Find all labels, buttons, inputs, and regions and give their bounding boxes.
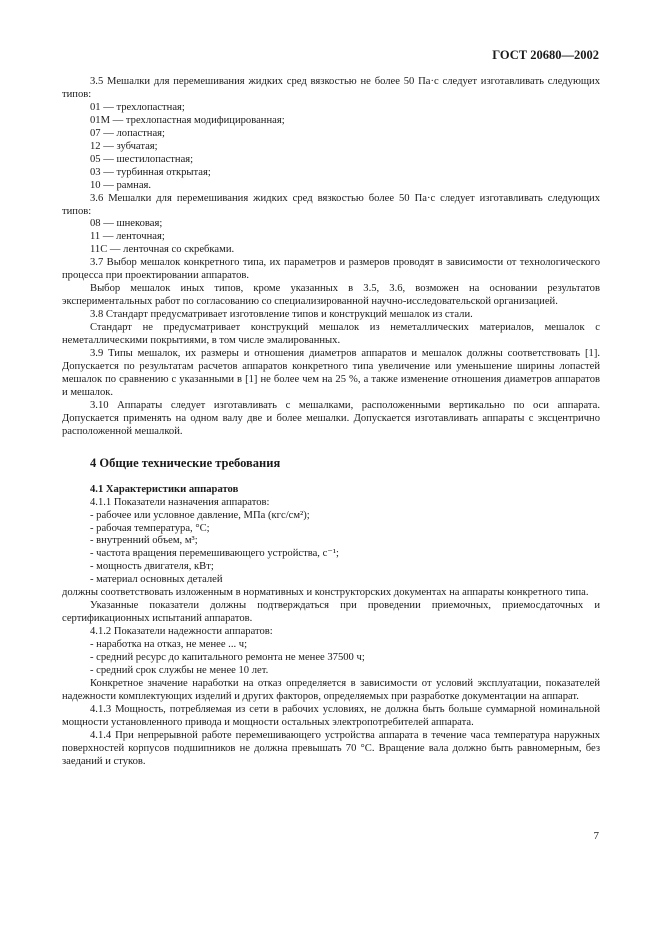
section-4-title: 4 Общие технические требования [90,455,281,470]
list-item: 11С — ленточная со скребками. [90,244,235,256]
paragraph-4-1-3: 4.1.3 Мощность, потребляемая из сети в рабочих условиях, не должна быть больше суммарной номинальной мощности установленного привода и мощности остальных электропотребителей аппарата. [62,703,600,728]
types-list-3-6 [62,218,600,257]
list-item: - средний срок службы не менее 10 лет. [90,664,269,676]
reliability-indicators-list [62,639,600,678]
list-item: 03 — турбинная открытая; [90,166,211,178]
paragraph-4-1-1: 4.1.1 Показатели назначения аппаратов: [90,496,270,508]
paragraph-3-6: 3.6 Мешалки для перемешивания жидких сред вязкостью более 50 Па·с следует изготавливать следующих типов: [62,192,600,217]
subsection-4-1-title: 4.1 Характеристики аппаратов [90,483,239,495]
list-item: - средний ресурс до капитального ремонта не менее 37500 ч; [90,652,365,664]
paragraph-4-1-1-note: Указанные показатели должны подтверждаться при проведении приемочных, приемосдаточных и сертификационных испытаний аппаратов. [62,600,600,625]
list-item: 12 — зубчатая; [90,140,158,152]
list-item: - рабочая температура, °С; [90,522,210,534]
paragraph-4-1-2-cont: Конкретное значение наработки на отказ определяется в зависимости от условий эксплуатации, показателей надежности комплектующих изделий и других факторов, определяемых при разработке документации на аппарат. [62,677,600,702]
list-item: - внутренний объем, м³; [90,535,198,547]
list-item: 01М — трехлопастная модифицированная; [90,114,285,126]
paragraph-3-8: 3.8 Стандарт предусматривает изготовление типов и конструкций мешалок из стали. [90,309,473,321]
types-list-3-5 [62,102,600,193]
list-item: 08 — шнековая; [90,218,163,230]
paragraph-3-5: 3.5 Мешалки для перемешивания жидких сред вязкостью не более 50 Па·с следует изготавливать следующих типов: [62,76,600,100]
paragraph-4-1-4: 4.1.4 При непрерывной работе перемешивающего устройства аппарата в течение часа температура наружных поверхностей корпусов подшипников не должна превышать 70 °С. Вращение вала должно быть равномерным, без заеданий и стуков. [62,729,600,767]
list-item: 11 — ленточная; [90,231,165,243]
paragraph-3-8-cont: Стандарт не предусматривает конструкций мешалок из неметаллических материалов, мешалок с неметаллическими покрытиями, в том числе эмалированных. [62,322,600,347]
paragraph-4-1-1-cont: должны соответствовать изложенным в нормативных и конструкторских документах на аппараты конкретного типа. [62,587,589,599]
standard-header: ГОСТ 20680—2002 [492,48,599,62]
paragraph-3-7-cont: Выбор мешалок иных типов, кроме указанных в 3.5, 3.6, возможен на основании результатов экспериментальных работ по согласованию со специализированной научно-исследовательской организацией. [62,283,600,308]
document-body [62,76,600,769]
list-item: - мощность двигателя, кВт; [90,561,214,573]
paragraph-3-7: 3.7 Выбор мешалок конкретного типа, их параметров и размеров проводят в зависимости от технологического процесса при проектировании аппаратов. [62,257,600,282]
paragraph-3-10: 3.10 Аппараты следует изготавливать с мешалками, расположенными вертикально по оси аппарата. Допускается применять на одном валу две и более мешалки. Допускается изготавливать аппараты с эксцентрично расположенной мешалкой. [62,399,600,437]
purpose-indicators-list [62,510,600,588]
list-item: - наработка на отказ, не менее ... ч; [90,639,248,651]
list-item: - материал основных деталей [90,574,223,586]
page-number: 7 [593,830,599,842]
list-item: 07 — лопастная; [90,127,165,139]
list-item: 10 — рамная. [90,179,152,191]
list-item: 01 — трехлопастная; [90,101,185,113]
paragraph-3-9: 3.9 Типы мешалок, их размеры и отношения диаметров аппаратов и мешалок должны соответствовать [1]. Допускается по результатам расчетов аппаратов конкретного типа увеличение или уменьшение ширины лопастей мешалок по сравнению с указанными в [1] не более чем на 25 %, а также изменение отношения диаметров аппаратов и мешалок. [62,348,600,398]
list-item: 05 — шестилопастная; [90,153,194,165]
list-item: - рабочее или условное давление, МПа (кгс/см²); [90,509,310,521]
paragraph-4-1-2: 4.1.2 Показатели надежности аппаратов: [90,626,273,638]
list-item: - частота вращения перемешивающего устройства, с⁻¹; [90,548,339,560]
